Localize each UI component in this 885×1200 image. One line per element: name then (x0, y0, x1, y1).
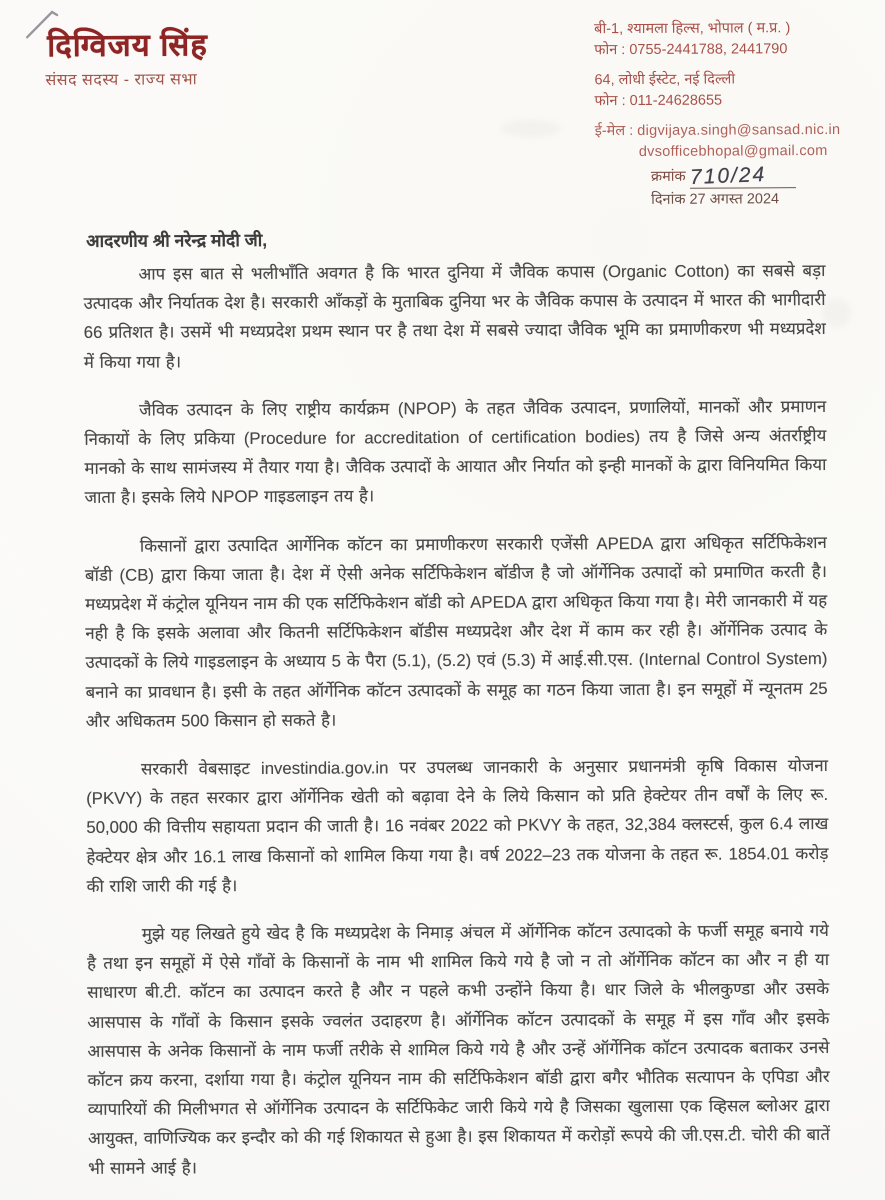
reference-number-handwritten: 710/24 (689, 162, 767, 190)
delhi-phone: फोन : 011-24628655 (594, 92, 723, 110)
email-label: ई-मेल : (594, 123, 634, 140)
email-primary: digvijaya.singh@sansad.nic.in (637, 121, 841, 139)
bhopal-address: बी-1, श्यामला हिल्स, भोपाल ( म.प्र. ) (594, 20, 791, 38)
sender-designation: संसद सदस्य - राज्य सभा (45, 71, 198, 90)
sender-name: दिग्विजय सिंह (47, 27, 208, 64)
paragraph-5: मुझे यह लिखते हुये खेद है कि मध्यप्रदेश के निमाड़ अंचल में ऑर्गेनिक कॉटन उत्पादको के फर्जी समूह बनाये गये है तथा इन समूहों में ऐसे गाँवों के किसानों के नाम भी शामिल किये गये है जो न तो ऑर्गेनिक कॉटन का और न ही या साधारण बी.टी. कॉटन का उत्पादन करते है और न पहले कभी उन्होंने किया है। धार जिले के भीलकुण्डा और उसके आसपास के गाँवों के किसान इसके ज्वलंत उदाहरण है। ऑर्गेनिक कॉटन उत्पादकों के समूह में इस गाँव और इसके आसपास के अनेक किसानों के नाम फर्जी तरीके से शामिल किये गये है और उन्हें ऑर्गेनिक कॉटन उत्पादक बताकर उनसे कॉटन क्रय करना, दर्शाया गया है। कंट्रोल यूनियन नाम की सर्टिफिकेशन बॉडी द्वारा बगैर भौतिक सत्यापन के एपिडा और व्यापारियों की मिलीभगत से ऑर्गेनिक उत्पादन के सर्टिफिकेट जारी किये गये है जिसका खुलासा एक व्हिसल ब्लोअर द्वारा आयुक्त, वाणिज्यिक कर इन्दौर को की गई शिकायत से हुआ है। इस शिकायत में करोड़ों रूपये की जी.एस.टी. चोरी की बातें भी सामने आई है। (86, 921, 830, 1178)
date-label: दिनांक (651, 191, 686, 208)
reference-number-label: क्रमांक (650, 168, 686, 185)
paragraph-1: आप इस बात से भलीभाँति अवगत है कि भारत दुनिया में जैविक कपास (Organic Cotton) का सबसे बड़ा उत्पादक और निर्यातक देश है। सरकारी आँकड़ों के मुताबिक दुनिया भर के जैविक कपास के उत्पादन में भारत की भागीदारी 66 प्रतिशत है। उसमें भी मध्यप्रदेश प्रथम स्थान पर है तथा देश में सबसे ज्यादा जैविक भूमि का प्रमाणीकरण भी मध्यप्रदेश में किया गया है। (83, 260, 826, 372)
delhi-address: 64, लोधी ईस्टेट, नई दिल्ली (594, 71, 736, 89)
letterhead-contact-block (594, 18, 873, 211)
scan-smudge (822, 298, 852, 328)
salutation: आदरणीय श्री नरेन्द्र मोदी जी, (86, 229, 268, 251)
letter-body (83, 256, 830, 1200)
paragraph-3: किसानों द्वारा उत्पादित आर्गेनिक कॉटन का प्रमाणीकरण सरकारी एजेंसी APEDA द्वारा अधिकृत सर्टिफिकेशन बॉडी (CB) द्वारा किया जाता है। देश में ऐसी अनेक सर्टिफिकेशन बॉडीज है जो ऑर्गेनिक उत्पादों को प्रमाणित करती है। मध्यप्रदेश में कंट्रोल यूनियन नाम की एक सर्टिफिकेशन बॉडी को APEDA द्वारा अधिकृत किया गया है। मेरी जानकारी में यह नही है कि इसके अलावा और कितनी सर्टिफिकेशन बॉडीस मध्यप्रदेश और देश में काम कर रही है। ऑर्गेनिक उत्पाद के उत्पादकों के लिये गाइडलाइन के अध्याय 5 के पैरा (5.1), (5.2) एवं (5.3) में आई.सी.एस. (Internal Control System) बनाने का प्रावधान है। इसी के तहत ऑर्गेनिक कॉटन उत्पादकों के समूह का गठन किया जाता है। इन समूहों में न्यूनतम 25 और अधिकतम 500 किसान हो सकते है। (84, 532, 828, 731)
email-secondary: dvsofficebhopal@gmail.com (638, 142, 828, 160)
paragraph-4: सरकारी वेबसाइट investindia.gov.in पर उपलब्ध जानकारी के अनुसार प्रधानमंत्री कृषि विकास योजना (PKVY) के तहत सरकार द्वारा ऑर्गेनिक खेती को बढ़ावा देने के लिये किसान को प्रति हेक्टेयर तीन वर्षों के लिए रू. 50,000 की वित्तीय सहायता प्रदान की जाती है। 16 नवंबर 2022 को PKVY के तहत, 32,384 क्लस्टर्स, कुल 6.4 लाख हेक्टेयर क्षेत्र और 16.1 लाख किसानों को शामिल किया गया है। वर्ष 2022–23 तक योजना के तहत रू. 1854.01 करोड़ की राशि जारी की गई है। (86, 756, 829, 896)
paragraph-2: जैविक उत्पादन के लिए राष्ट्रीय कार्यक्रम (NPOP) के तहत जैविक उत्पादन, प्रणालियों, मानकों और प्रमाणन निकायों के लिए प्रकिया (Procedure for accreditation of certification bodies) तय है जिसे अन्य अंतर्राष्ट्रीय मानको के साथ सामंजस्य में तैयार गया है। जैविक उत्पादों के आयात और निर्यात को इन्ही मानकों के द्वारा विनियमित किया जाता है। इसके लिये NPOP गाइडलाइन तय है। (84, 396, 827, 508)
date-value: 27 अगस्त 2024 (689, 191, 780, 208)
bhopal-phone: फोन : 0755-2441788, 2441790 (594, 41, 788, 59)
reference-number-field (690, 163, 796, 189)
scan-smudge (501, 119, 561, 137)
